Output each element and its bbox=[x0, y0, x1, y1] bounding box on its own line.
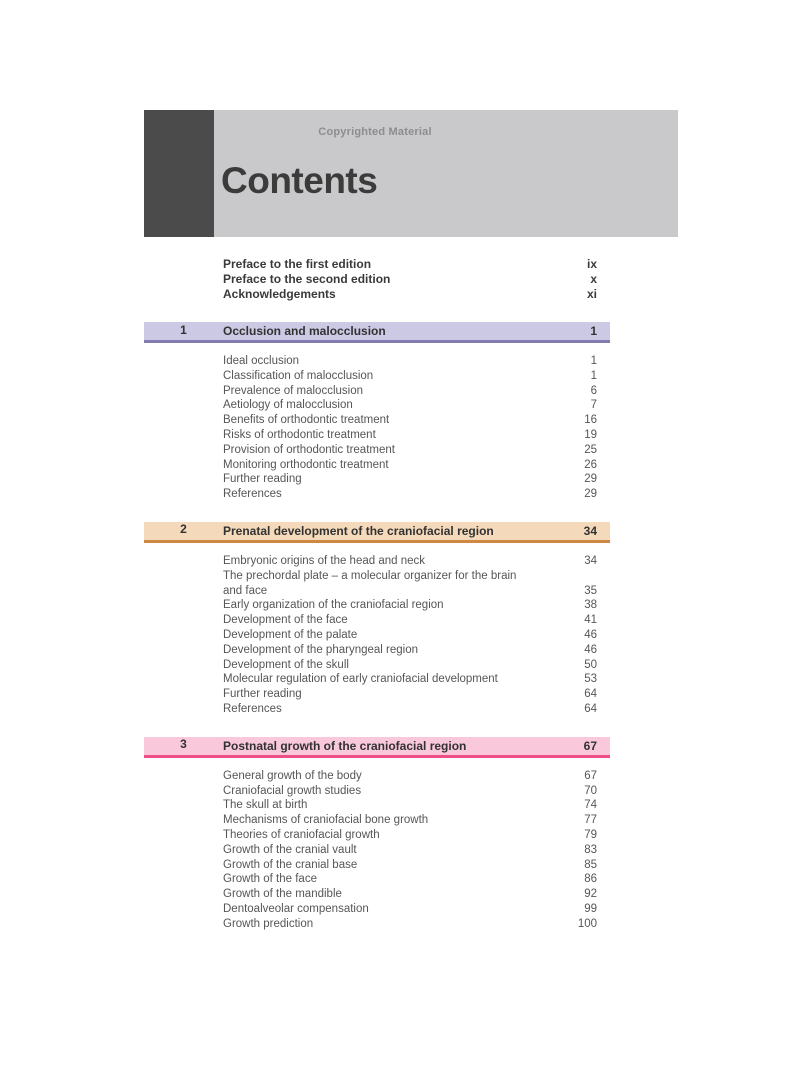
toc-entry bbox=[223, 598, 597, 613]
entry-label: Preface to the second edition bbox=[223, 272, 391, 286]
chapter-number: 3 bbox=[180, 737, 187, 752]
entry-label: Molecular regulation of early craniofacial development bbox=[223, 673, 498, 686]
entry-page: 77 bbox=[584, 814, 597, 827]
entry-page: 67 bbox=[584, 769, 597, 782]
toc-entry bbox=[223, 628, 597, 643]
entry-page: 83 bbox=[584, 843, 597, 856]
entry-label: Growth of the face bbox=[223, 873, 317, 886]
entry-page: 1 bbox=[590, 369, 597, 382]
entry-label: Development of the palate bbox=[223, 628, 358, 641]
copyright-notice: Copyrighted Material bbox=[318, 126, 432, 138]
entry-label: References bbox=[223, 702, 282, 715]
chapter-title: Prenatal development of the craniofacial region bbox=[223, 523, 494, 538]
entry-label: Growth of the mandible bbox=[223, 888, 342, 901]
chapter-item-list bbox=[223, 769, 610, 932]
entry-label: Development of the pharyngeal region bbox=[223, 643, 418, 656]
page-header-banner bbox=[144, 110, 678, 237]
entry-label: Further reading bbox=[223, 688, 302, 701]
entry-label: Ideal occlusion bbox=[223, 355, 300, 367]
entry-label: Craniofacial growth studies bbox=[223, 784, 362, 797]
entry-label: Dentoalveolar compensation bbox=[223, 902, 369, 915]
toc-entry bbox=[223, 658, 597, 673]
entry-page: 25 bbox=[584, 443, 597, 456]
chapter-header bbox=[144, 322, 610, 343]
toc-entry bbox=[223, 798, 597, 813]
entry-page: 86 bbox=[584, 873, 597, 886]
toc-entry bbox=[223, 369, 597, 384]
toc-entry bbox=[223, 354, 597, 369]
front-matter-list bbox=[223, 257, 610, 302]
chapter-title: Postnatal growth of the craniofacial region bbox=[223, 738, 467, 753]
toc-entry bbox=[223, 458, 597, 473]
chapter-start-page: 34 bbox=[583, 523, 597, 538]
entry-label: Risks of orthodontic treatment bbox=[223, 428, 376, 441]
chapter-section bbox=[144, 322, 610, 502]
toc-entry bbox=[223, 443, 597, 458]
chapter-header bbox=[144, 737, 610, 758]
toc-entry bbox=[223, 569, 597, 599]
chapter-item-list bbox=[223, 354, 610, 502]
entry-page: 53 bbox=[584, 673, 597, 686]
toc-entry bbox=[223, 687, 597, 702]
entry-page: 46 bbox=[584, 628, 597, 641]
table-of-contents bbox=[144, 252, 610, 932]
front-matter-entry bbox=[223, 272, 597, 287]
entry-label: Growth of the cranial base bbox=[223, 858, 358, 871]
entry-page: 64 bbox=[584, 702, 597, 715]
toc-entry bbox=[223, 428, 597, 443]
entry-page: 79 bbox=[584, 828, 597, 841]
entry-label: Monitoring orthodontic treatment bbox=[223, 458, 389, 471]
entry-page: 70 bbox=[584, 784, 597, 797]
page-title: Contents bbox=[221, 160, 378, 201]
entry-page: xi bbox=[586, 287, 597, 301]
entry-label: Provision of orthodontic treatment bbox=[223, 443, 395, 456]
entry-page: ix bbox=[586, 257, 597, 271]
entry-page: 50 bbox=[584, 658, 597, 671]
toc-entry bbox=[223, 887, 597, 902]
entry-label: Further reading bbox=[223, 473, 302, 486]
entry-page: 41 bbox=[584, 614, 597, 627]
entry-page: 7 bbox=[590, 399, 597, 412]
entry-label: Development of the skull bbox=[223, 658, 349, 671]
entry-page: 64 bbox=[584, 688, 597, 701]
entry-label: Prevalence of malocclusion bbox=[223, 384, 363, 397]
entry-page: x bbox=[590, 272, 597, 286]
entry-label: Acknowledgements bbox=[223, 287, 336, 301]
entry-page: 29 bbox=[584, 488, 597, 501]
entry-page: 38 bbox=[584, 599, 597, 612]
entry-label: Mechanisms of craniofacial bone growth bbox=[223, 814, 429, 827]
entry-label: Growth of the cranial vault bbox=[223, 843, 357, 856]
toc-entry bbox=[223, 784, 597, 799]
entry-page: 99 bbox=[584, 902, 597, 915]
toc-entry bbox=[223, 672, 597, 687]
entry-label: Preface to the first edition bbox=[223, 257, 372, 271]
toc-entry bbox=[223, 487, 597, 502]
entry-label: Benefits of orthodontic treatment bbox=[223, 414, 390, 427]
toc-entry bbox=[223, 472, 597, 487]
entry-page: 29 bbox=[584, 473, 597, 486]
entry-label: Aetiology of malocclusion bbox=[223, 399, 353, 412]
toc-entry bbox=[223, 384, 597, 399]
entry-label: General growth of the body bbox=[223, 769, 362, 782]
front-matter-entry bbox=[223, 287, 597, 302]
entry-label: Growth prediction bbox=[223, 917, 314, 930]
entry-page: 46 bbox=[584, 643, 597, 656]
toc-entry bbox=[223, 858, 597, 873]
toc-entry bbox=[223, 413, 597, 428]
entry-label: Early organization of the craniofacial region bbox=[223, 599, 444, 612]
toc-entry bbox=[223, 702, 597, 717]
toc-entry bbox=[223, 843, 597, 858]
entry-label: Development of the face bbox=[223, 614, 348, 627]
toc-entry bbox=[223, 554, 597, 569]
entry-label: The skull at birth bbox=[223, 799, 308, 812]
entry-page: 74 bbox=[584, 799, 597, 812]
entry-label: Theories of craniofacial growth bbox=[223, 828, 380, 841]
front-matter-entry bbox=[223, 257, 597, 272]
toc-entry bbox=[223, 813, 597, 828]
chapter-start-page: 1 bbox=[590, 324, 597, 338]
chapter-sections bbox=[144, 322, 610, 932]
chapter-number: 2 bbox=[180, 522, 187, 537]
entry-page: 100 bbox=[577, 917, 597, 930]
entry-page: 92 bbox=[584, 888, 597, 901]
chapter-title: Occlusion and malocclusion bbox=[223, 324, 386, 338]
toc-entry bbox=[223, 769, 597, 784]
chapter-section bbox=[144, 737, 610, 932]
toc-entry bbox=[223, 398, 597, 413]
entry-page: 34 bbox=[584, 554, 597, 567]
entry-page: 35 bbox=[584, 584, 597, 597]
toc-entry bbox=[223, 643, 597, 658]
chapter-item-list bbox=[223, 554, 610, 717]
toc-entry bbox=[223, 872, 597, 887]
header-dark-block bbox=[144, 110, 214, 237]
toc-entry bbox=[223, 902, 597, 917]
entry-page: 19 bbox=[584, 428, 597, 441]
chapter-section bbox=[144, 522, 610, 717]
entry-page: 85 bbox=[584, 858, 597, 871]
toc-entry bbox=[223, 917, 597, 932]
chapter-header bbox=[144, 522, 610, 543]
entry-page: 6 bbox=[590, 384, 597, 397]
chapter-number: 1 bbox=[180, 322, 187, 337]
entry-page: 1 bbox=[590, 355, 597, 367]
entry-label: Classification of malocclusion bbox=[223, 369, 374, 382]
entry-label: Embryonic origins of the head and neck bbox=[223, 554, 426, 567]
entry-page: 26 bbox=[584, 458, 597, 471]
entry-page: 16 bbox=[584, 414, 597, 427]
toc-entry bbox=[223, 828, 597, 843]
entry-label: References bbox=[223, 488, 282, 501]
entry-label: The prechordal plate – a molecular organizer for the brain and face bbox=[223, 569, 517, 597]
chapter-start-page: 67 bbox=[583, 738, 597, 753]
toc-entry bbox=[223, 613, 597, 628]
